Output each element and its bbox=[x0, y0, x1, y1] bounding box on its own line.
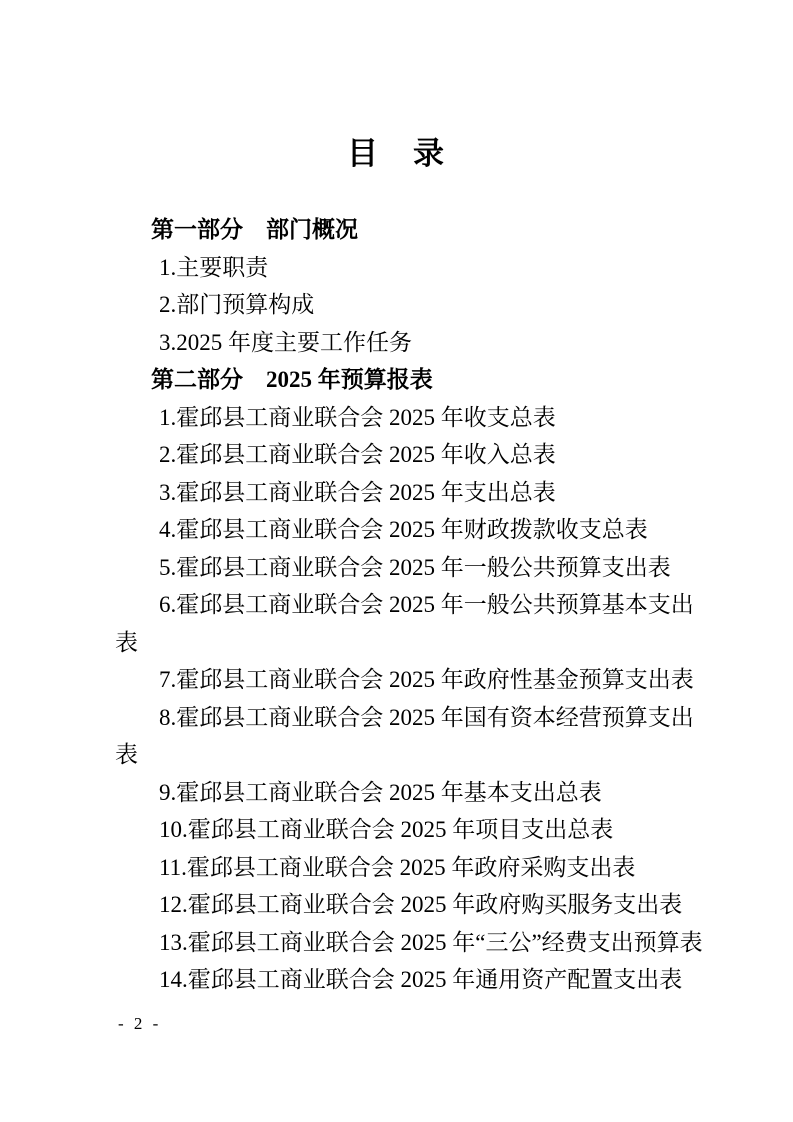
toc-item: 2.霍邱县工商业联合会 2025 年收入总表 bbox=[159, 442, 556, 467]
page-number: - 2 - bbox=[118, 1014, 162, 1033]
toc-item-continuation: 表 bbox=[115, 742, 138, 767]
toc-item: 1.霍邱县工商业联合会 2025 年收支总表 bbox=[159, 404, 556, 430]
toc-item: 3.2025 年度主要工作任务 bbox=[159, 329, 412, 355]
toc-item: 14.霍邱县工商业联合会 2025 年通用资产配置支出表 bbox=[159, 967, 683, 992]
toc-item: 4.霍邱县工商业联合会 2025 年财政拨款收支总表 bbox=[159, 517, 648, 542]
toc-item: 8.霍邱县工商业联合会 2025 年国有资本经营预算支出 bbox=[159, 704, 694, 730]
toc-section-heading: 第一部分 部门概况 bbox=[151, 217, 358, 242]
toc-item: 6.霍邱县工商业联合会 2025 年一般公共预算基本支出 bbox=[159, 592, 694, 617]
toc-item: 1.主要职责 bbox=[159, 254, 269, 280]
toc-item: 10.霍邱县工商业联合会 2025 年项目支出总表 bbox=[159, 817, 614, 842]
toc-item: 9.霍邱县工商业联合会 2025 年基本支出总表 bbox=[159, 779, 602, 805]
toc-item: 5.霍邱县工商业联合会 2025 年一般公共预算支出表 bbox=[159, 554, 671, 580]
toc-item: 3.霍邱县工商业联合会 2025 年支出总表 bbox=[159, 479, 556, 505]
toc-item: 2.部门预算构成 bbox=[159, 292, 315, 317]
toc-item: 11.霍邱县工商业联合会 2025 年政府采购支出表 bbox=[159, 854, 636, 880]
toc-item: 13.霍邱县工商业联合会 2025 年“三公”经费支出预算表 bbox=[159, 929, 703, 955]
toc-item-continuation: 表 bbox=[115, 629, 138, 655]
toc-item: 12.霍邱县工商业联合会 2025 年政府购买服务支出表 bbox=[159, 892, 683, 917]
toc-list bbox=[115, 211, 703, 999]
toc-section-heading: 第二部分 2025 年预算报表 bbox=[151, 367, 433, 392]
toc-item: 7.霍邱县工商业联合会 2025 年政府性基金预算支出表 bbox=[159, 667, 694, 692]
page-title: 目 录 bbox=[347, 136, 446, 171]
